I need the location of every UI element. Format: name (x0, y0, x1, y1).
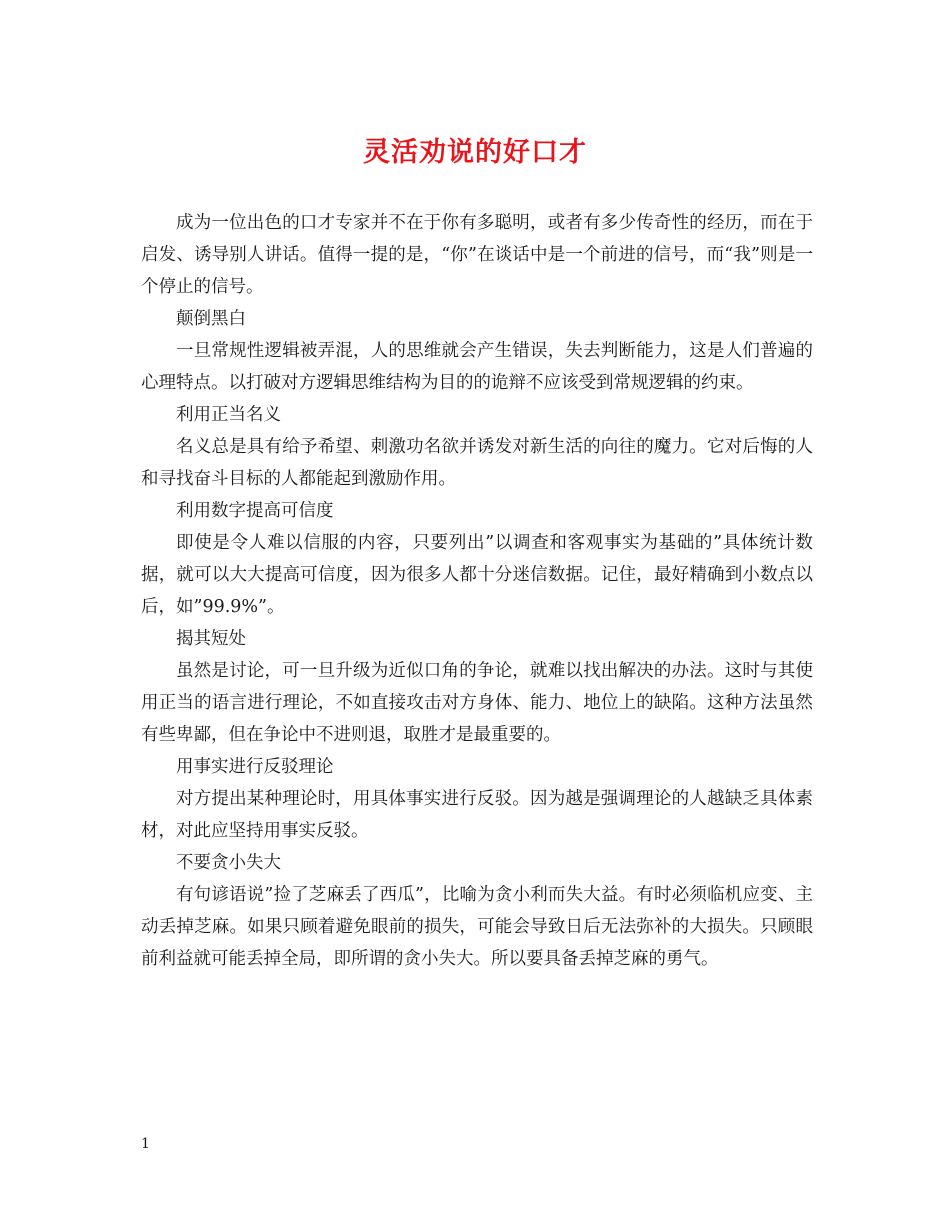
paragraph-intro: 成为一位出色的口才专家并不在于你有多聪明，或者有多少传奇性的经历，而在于启发、诱导别人讲话。值得一提的是，“你”在谈话中是一个前进的信号，而“我”则是一个停止的信号。 (141, 213, 813, 297)
document-title: 灵活劝说的好口才 (363, 137, 587, 168)
paragraph: 即使是令人难以信服的内容，只要列出”以调查和客观事实为基础的”具体统计数据，就可以大大提高可信度，因为很多人都十分迷信数据。记住，最好精确到小数点以后，如”99.9%”。 (141, 533, 813, 617)
paragraph: 名义总是具有给予希望、刺激功名欲并诱发对新生活的向往的魔力。它对后悔的人和寻找奋斗目标的人都能起到激励作用。 (141, 437, 813, 489)
section-heading: 利用数字提高可信度 (176, 501, 334, 521)
section-heading: 颠倒黑白 (176, 309, 246, 329)
paragraph: 一旦常规性逻辑被弄混，人的思维就会产生错误，失去判断能力，这是人们普遍的心理特点。以打破对方逻辑思维结构为目的的诡辩不应该受到常规逻辑的约束。 (141, 341, 813, 393)
paragraph: 虽然是讨论，可一旦升级为近似口角的争论，就难以找出解决的办法。这时与其使用正当的语言进行理论，不如直接攻击对方身体、能力、地位上的缺陷。这种方法虽然有些卑鄙，但在争论中不进则退，取胜才是最重要的。 (141, 661, 813, 745)
paragraph: 对方提出某种理论时，用具体事实进行反驳。因为越是强调理论的人越缺乏具体素材，对此应坚持用事实反驳。 (141, 789, 813, 841)
document-body (141, 207, 813, 975)
section-heading: 用事实进行反驳理论 (176, 757, 334, 777)
paragraph: 有句谚语说”捡了芝麻丢了西瓜”，比喻为贪小利而失大益。有时必须临机应变、主动丢掉芝麻。如果只顾着避免眼前的损失，可能会导致日后无法弥补的大损失。只顾眼前利益就可能丢掉全局，即所谓的贪小失大。所以要具备丢掉芝麻的勇气。 (141, 885, 813, 969)
page-number: 1 (141, 1136, 150, 1152)
section-heading: 利用正当名义 (176, 405, 281, 425)
section-heading: 揭其短处 (176, 629, 246, 649)
section-heading: 不要贪小失大 (176, 853, 281, 873)
